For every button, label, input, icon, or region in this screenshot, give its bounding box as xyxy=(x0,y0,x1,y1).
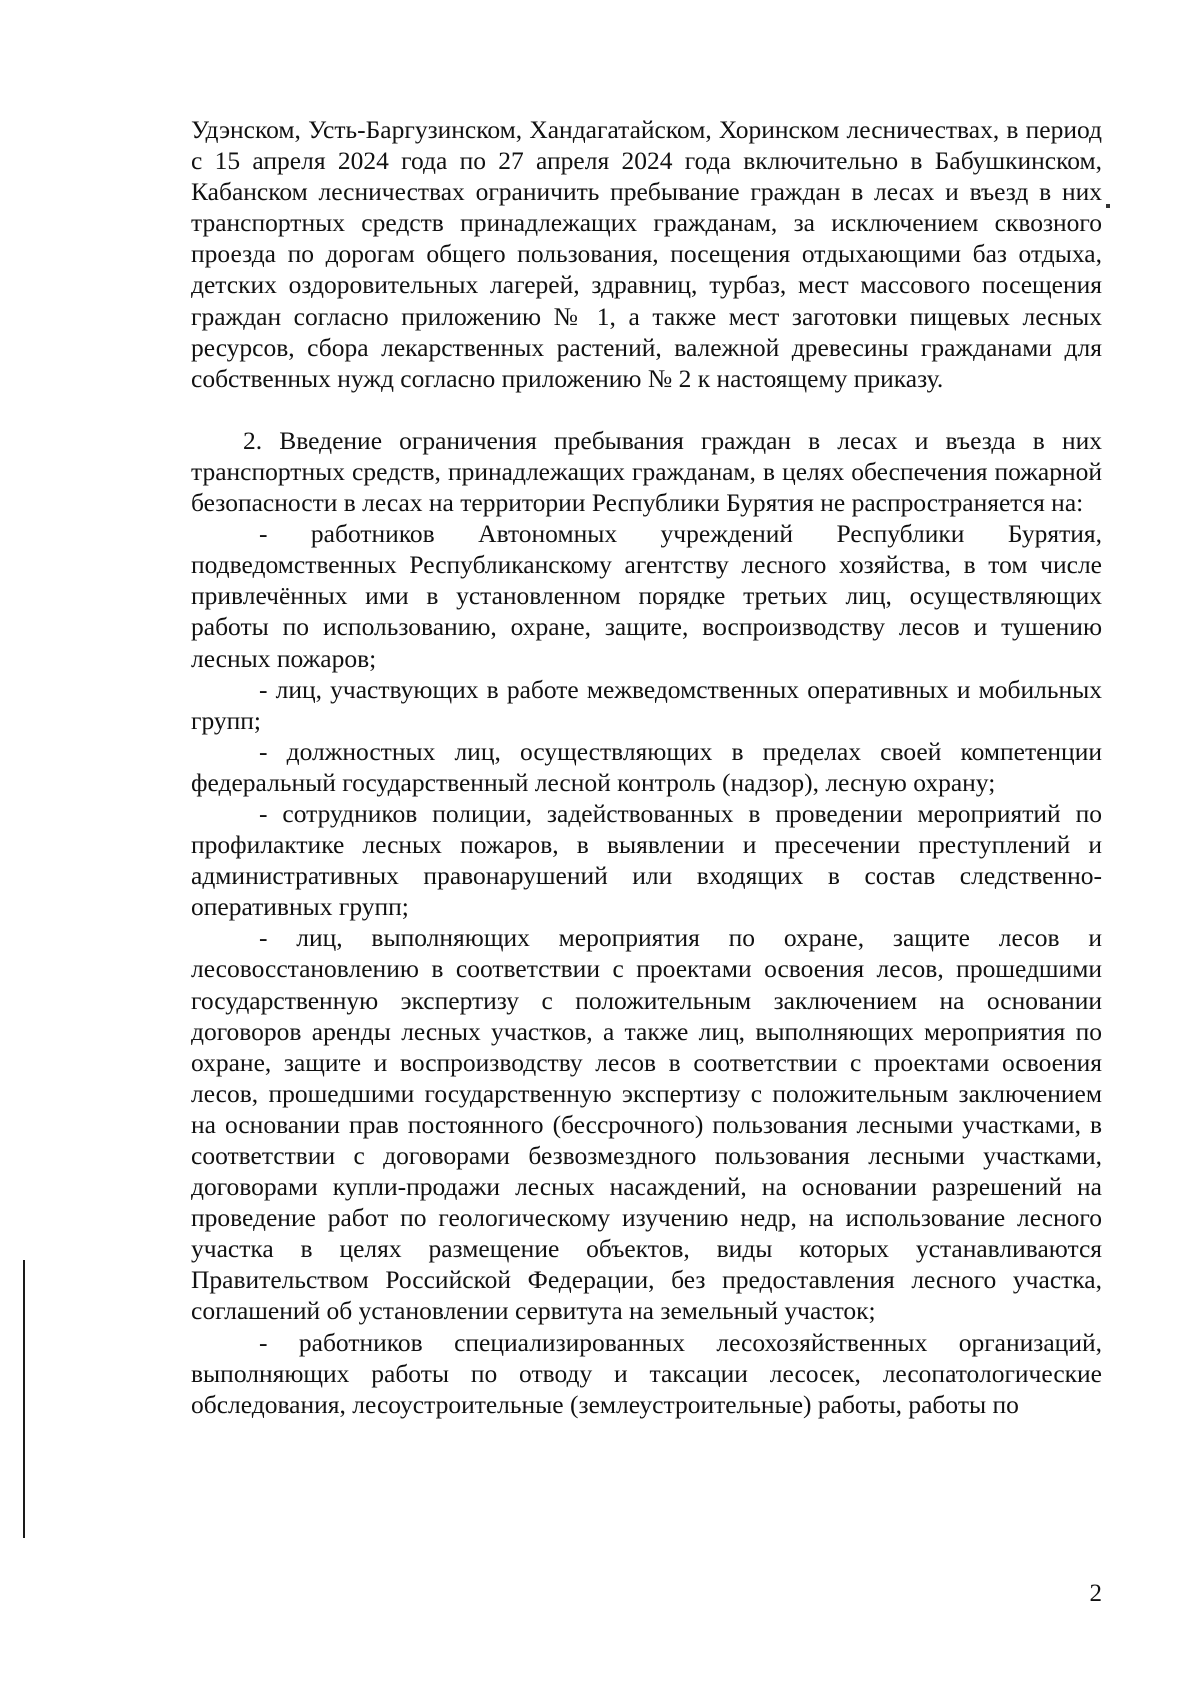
list-item-specialized-organizations: - работников специализированных лесохозяйственных организаций, выполняющих работы по отводу и таксации лесосек, лесопатологические обследования, лесоустроительные (землеустроительные) работы, работы по xyxy=(191,1327,1102,1419)
list-item-forest-protection-workers: - лиц, выполняющих мероприятия по охране, защите лесов и лесовосстановлению в соответствии с проектами освоения лесов, прошедшими государственную экспертизу с положительным заключением на основании договоров аренды лесных участков, а также лиц, выполняющих мероприятия по охране, защите и воспроизводству лесов в соответствии с проектами освоения лесов, прошедшими государственную экспертизу с положительным заключением на основании прав постоянного (бессрочного) пользования лесными участками, в соответствии с договорами безвозмездного пользования лесными участками, договорами купли-продажи лесных насаждений, на основании разрешений на проведение работ по геологическому изучению недр, на использование лесного участка в целях размещение объектов, виды которых устанавливаются Правительством Российской Федерации, без предоставления лесного участка, соглашений об установлении сервитута на земельный участок; xyxy=(191,923,1102,1326)
paragraph-continuation: Удэнском, Усть-Баргузинском, Хандагатайском, Хоринском лесничествах, в период с 15 апреля 2024 года по 27 апреля 2024 года включительно в Бабушкинском, Кабанском лесничествах ограничить пребывание граждан в лесах и въезд в них транспортных средств принадлежащих гражданам, за исключением сквозного проезда по дорогам общего пользования, посещения отдыхающими баз отдыха, детских оздоровительных лагерей, здравниц, турбаз, мест массового посещения граждан согласно приложению № 1, а также мест заготовки пищевых лесных ресурсов, сбора лекарственных растений, валежной древесины гражданами для собственных нужд согласно приложению № 2 к настоящему приказу. xyxy=(191,115,1102,393)
paragraph-gap xyxy=(191,394,1102,425)
list-item-forest-control-officials: - должностных лиц, осуществляющих в пределах своей компетенции федеральный государственный лесной контроль (надзор), лесную охрану; xyxy=(191,736,1102,797)
list-item-operational-groups: - лиц, участвующих в работе межведомственных оперативных и мобильных групп; xyxy=(191,674,1102,735)
document-body xyxy=(191,114,1102,1420)
scan-artifact-line xyxy=(23,1260,25,1538)
scan-artifact-dot xyxy=(1106,204,1110,208)
list-item-autonomous-institutions: - работников Автономных учреждений Республики Бурятия, подведомственных Республиканскому агентству лесного хозяйства, в том числе привлечённых ими в установленном порядке третьих лиц, осуществляющих работы по использованию, охране, защите, воспроизводству лесов и тушению лесных пожаров; xyxy=(191,519,1102,673)
paragraph-item-2: 2. Введение ограничения пребывания граждан в лесах и въезда в них транспортных средств, принадлежащих гражданам, в целях обеспечения пожарной безопасности в лесах на территории Республики Бурятия не распространяется на: xyxy=(191,425,1102,518)
list-item-police-officers: - сотрудников полиции, задействованных в проведении мероприятий по профилактике лесных пожаров, в выявлении и пресечении преступлений и административных правонарушений или входящих в состав следственно-оперативных групп; xyxy=(191,798,1102,922)
page-number: 2 xyxy=(1089,1580,1102,1607)
